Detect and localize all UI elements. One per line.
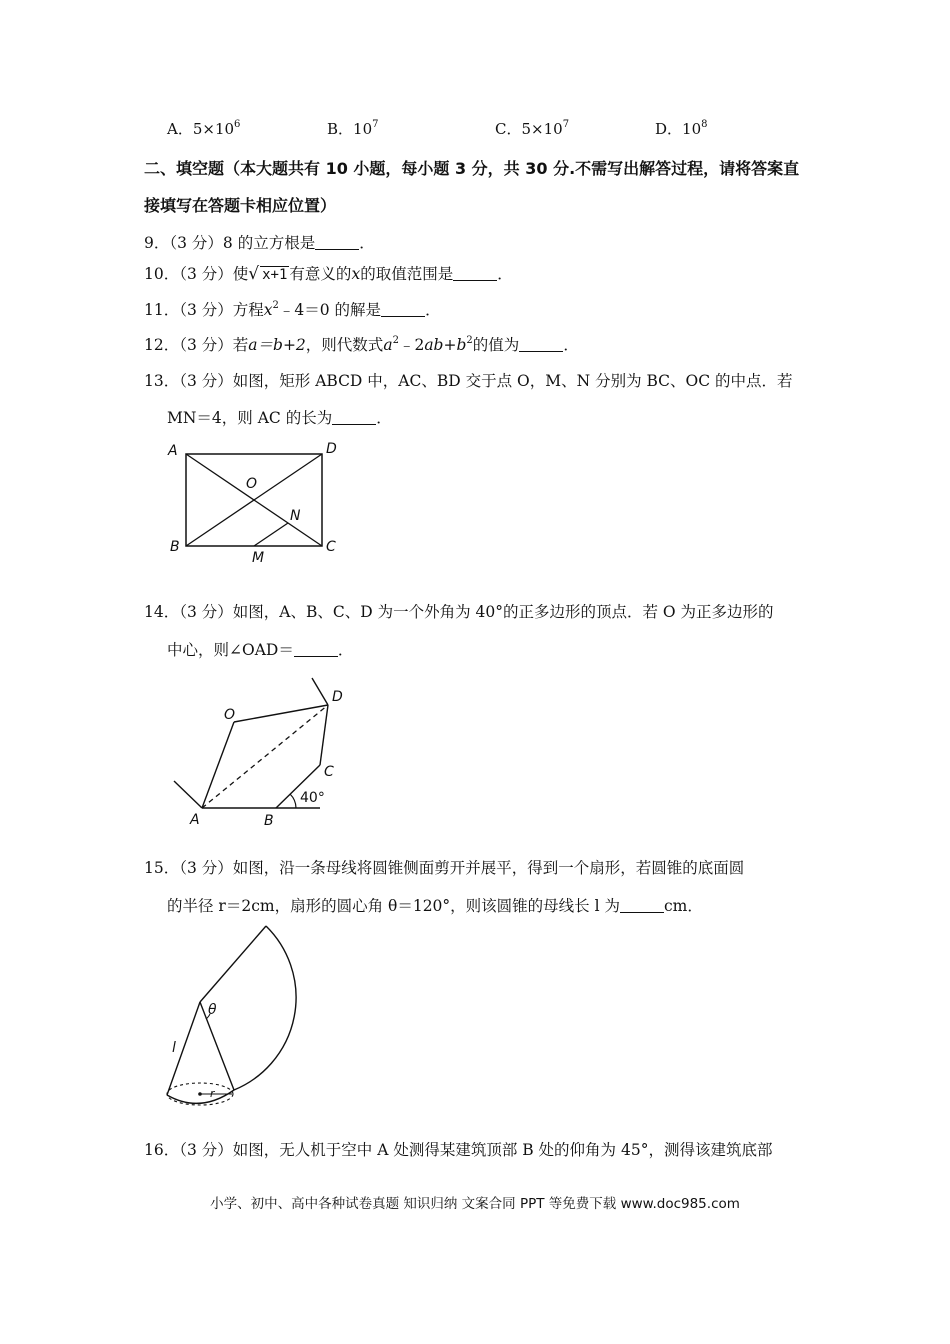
question-12: 12．（3 分）若a＝b+2，则代数式$a^2﹣2ab+b^2$的值为 ． [144, 335, 579, 354]
question-13-line2: MN＝4，则 AC 的长为 ． [167, 409, 392, 427]
angle-arc [290, 794, 296, 808]
question-11: 11．（3 分）方程$x^2﹣4=0$ 的解是 ． [144, 300, 441, 319]
side-extension-d [312, 678, 328, 705]
question-13: 13．（3 分）如图，矩形 ABCD 中，AC、BD 交于点 O，M、N 分别为 BC、OC 的中点．若 [144, 372, 793, 390]
option-c: C．$5\times 10^7$ [495, 119, 570, 138]
question-16: 16．（3 分）如图，无人机于空中 A 处测得某建筑顶部 B 处的仰角为 45°，测得该建筑底部 [144, 1141, 773, 1159]
option-a: A．$5\times 10^6$ [167, 119, 241, 138]
polygon-figure [160, 668, 360, 830]
segment-mn [254, 523, 288, 546]
label-d: D [326, 441, 337, 457]
question-14: 14．（3 分）如图，A、B、C、D 为一个外角为 40°的正多边形的顶点．若 O 为正多边形的 [144, 603, 774, 621]
base-center-dot [198, 1092, 202, 1096]
label-n: N [290, 508, 301, 524]
question-10: 10．（3 分）使√ x+1 有意义的x的取值范围是 ． [144, 264, 513, 284]
label-l: l [172, 1040, 176, 1056]
cone-figure [150, 920, 390, 1120]
label-theta: θ [208, 1002, 217, 1018]
label-a: A [168, 443, 178, 459]
answer-blank [620, 897, 664, 914]
question-15-line2: 的半径 r＝2cm，扇形的圆心角 θ＝120°，则该圆锥的母线长 l 为 cm． [167, 897, 703, 915]
answer-blank [381, 301, 425, 318]
segment-od [234, 705, 328, 722]
answer-blank [294, 641, 338, 658]
rectangle-figure [160, 432, 360, 572]
answer-options [167, 118, 767, 140]
label-angle: 40° [300, 790, 325, 806]
sector-radius-top [200, 926, 266, 1002]
answer-blank [519, 336, 563, 353]
answer-blank [332, 409, 376, 426]
side-dc [320, 705, 328, 765]
option-d: D．$10^8$ [655, 119, 708, 138]
answer-blank [453, 265, 497, 282]
label-o: O [246, 476, 258, 492]
cone-slant-right [200, 1002, 234, 1090]
label-m: M [252, 550, 265, 566]
label-b: B [264, 813, 274, 829]
label-b: B [170, 539, 180, 555]
question-9: 9．（3 分）8 的立方根是 ． [144, 234, 375, 252]
label-o: O [224, 707, 236, 723]
option-b: B．$10^7$ [327, 119, 379, 138]
answer-blank [315, 234, 359, 251]
question-15: 15．（3 分）如图，沿一条母线将圆锥侧面剪开并展平，得到一个扇形，若圆锥的底面圆 [144, 859, 745, 877]
radicand: x+1 [262, 267, 288, 283]
question-14-line2: 中心，则∠OAD＝ ． [167, 641, 354, 659]
section-heading-line2: 接填写在答题卡相应位置） [144, 196, 337, 215]
label-a: A [190, 812, 200, 828]
section-heading-line1: 二、填空题（本大题共有 10 小题，每小题 3 分，共 30 分.不需写出解答过程，请将答案直 [144, 159, 800, 178]
sector-arc [234, 926, 296, 1090]
label-c: C [326, 539, 336, 555]
side-extension-a [174, 781, 202, 808]
label-r: r [210, 1087, 215, 1100]
page-footer: 小学、初中、高中各种试卷真题 知识归纳 文案合同 PPT 等免费下载 www.doc985.com [210, 1196, 740, 1212]
label-c: C [324, 764, 334, 780]
label-d: D [332, 689, 343, 705]
